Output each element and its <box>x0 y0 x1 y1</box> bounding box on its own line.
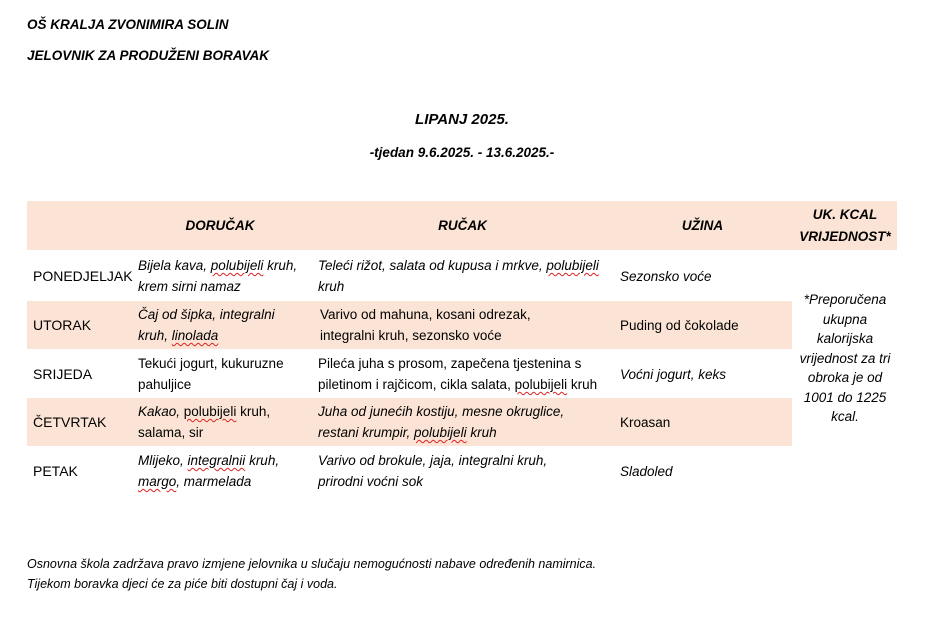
month-title: LIPANJ 2025. <box>415 111 509 128</box>
snack-ponedjeljak: Sezonsko voće <box>620 268 712 284</box>
col-header-kcal: UK. KCAL VRIJEDNOST* <box>799 206 891 244</box>
lunch-srijeda: Pileća juha s prosom, zapečena tjestenina s piletinom i rajčicom, cikla salata, polubijeli kruh <box>318 356 598 392</box>
day-utorak: UTORAK <box>33 316 92 333</box>
col-header-breakfast: DORUČAK <box>185 217 255 233</box>
day-cetvrtak: ČETVRTAK <box>33 413 107 430</box>
day-ponedjeljak: PONEDJELJAK <box>33 267 133 284</box>
footer-note-1: Osnovna škola zadržava pravo izmjene jelovnika u slučaju nemogućnosti nabave određenih namirnica. <box>27 557 597 571</box>
snack-petak: Sladoled <box>620 463 673 479</box>
breakfast-srijeda: Tekući jogurt, kukuruzne pahuljice <box>138 356 284 392</box>
lunch-utorak: Varivo od mahuna, kosani odrezak, integralni kruh, sezonsko voće <box>320 307 531 343</box>
col-header-lunch: RUČAK <box>438 217 487 233</box>
lunch-petak: Varivo od brokule, jaja, integralni kruh, prirodni voćni sok <box>318 453 548 489</box>
school-name: OŠ KRALJA ZVONIMIRA SOLIN <box>27 17 229 32</box>
kcal-note: *Preporučena ukupna kalorijska vrijednost za tri obroka je od 1001 do 1225 kcal. <box>799 292 891 424</box>
breakfast-cetvrtak: Kakao, polubijeli kruh, salama, sir <box>138 404 271 440</box>
breakfast-petak: Mlijeko, integralnii kruh, margo, marmelada <box>138 453 280 489</box>
snack-srijeda: Voćni jogurt, keks <box>620 366 727 382</box>
snack-cetvrtak: Kroasan <box>620 414 671 430</box>
breakfast-ponedjeljak: Bijela kava, polubijeli kruh, krem sirni namaz <box>138 258 298 294</box>
week-range: -tjedan 9.6.2025. - 13.6.2025.- <box>369 145 555 160</box>
day-petak: PETAK <box>33 462 78 479</box>
col-header-snack: UŽINA <box>681 217 724 233</box>
lunch-cetvrtak: Juha od junećih kostiju, mesne okruglice, restani krumpir, polubijeli kruh <box>318 404 565 440</box>
footer-note-2: Tijekom boravka djeci će za piće biti dostupni čaj i voda. <box>27 577 338 591</box>
snack-utorak: Puding od čokolade <box>620 317 739 333</box>
day-srijeda: SRIJEDA <box>33 365 93 382</box>
menu-subtitle: JELOVNIK ZA PRODUŽENI BORAVAK <box>27 48 270 63</box>
breakfast-utorak: Čaj od šipka, integralni kruh, linolada <box>138 307 275 343</box>
lunch-ponedjeljak: Teleći rižot, salata od kupusa i mrkve, polubijeli kruh <box>318 258 599 294</box>
